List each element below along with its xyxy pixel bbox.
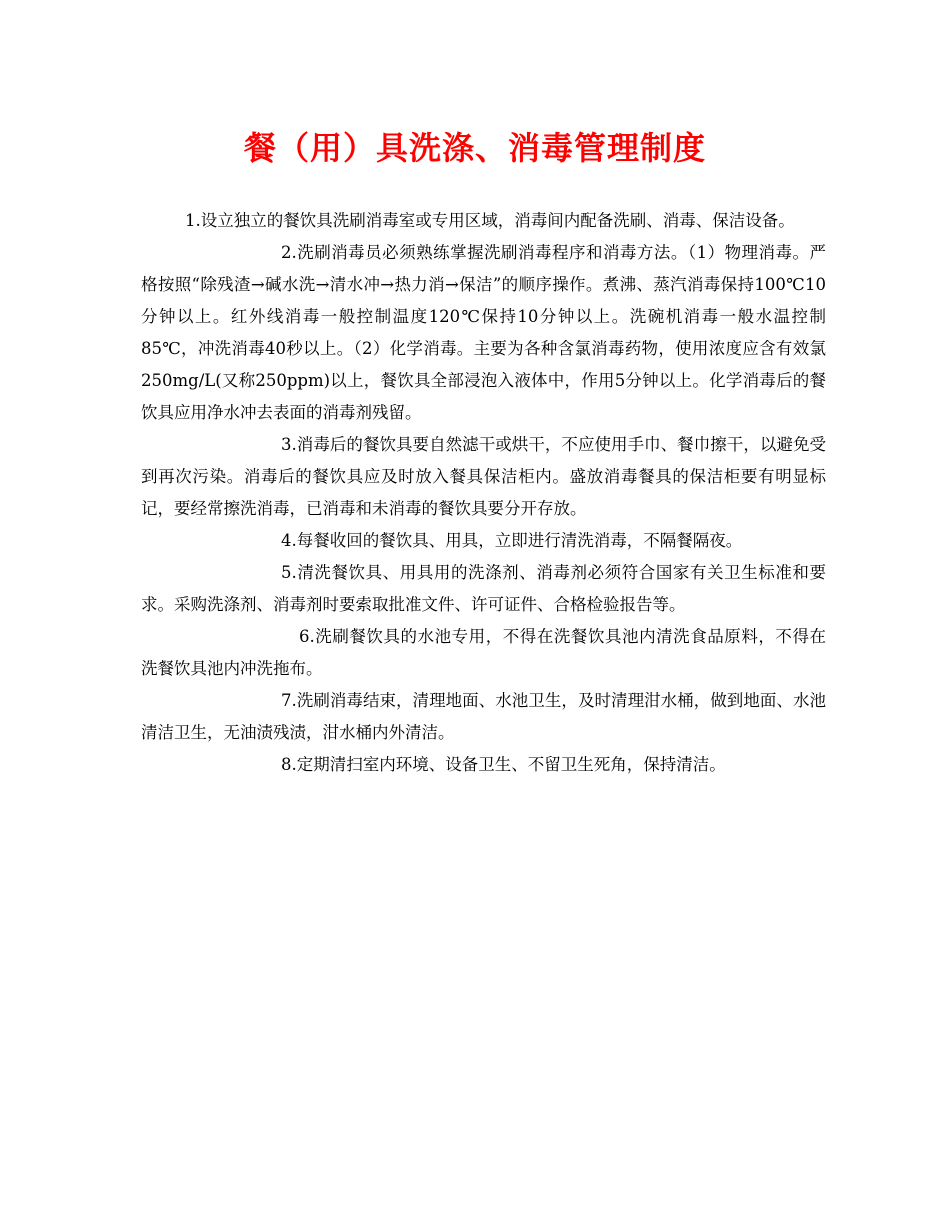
document-title: 餐（用）具洗涤、消毒管理制度 xyxy=(243,129,706,167)
paragraph-5: 5.清洗餐饮具、用具用的洗涤剂、消毒剂必须符合国家有关卫生标准和要求。采购洗涤剂、消毒剂时要索取批准文件、许可证件、合格检验报告等。 xyxy=(141,563,826,614)
paragraph-2: 2.洗刷消毒员必须熟练掌握洗刷消毒程序和消毒方法。（1）物理消毒。严格按照“除残渣→碱水洗→清水冲→热力消→保洁”的顺序操作。煮沸、蒸汽消毒保持100℃10分钟以上。红外线消毒一般控制温度120℃保持10分钟以上。洗碗机消毒一般水温控制85℃，冲洗消毒40秒以上。（2）化学消毒。主要为各种含氯消毒药物，使用浓度应含有效氯250mg/L(又称250ppm)以上，餐饮具全部浸泡入液体中，作用5分钟以上。化学消毒后的餐饮具应用净水冲去表面的消毒剂残留。 xyxy=(141,243,826,422)
paragraph-7: 7.洗刷消毒结束，清理地面、水池卫生，及时清理泔水桶，做到地面、水池清洁卫生，无油渍残渍，泔水桶内外清洁。 xyxy=(141,691,826,742)
paragraph-4: 4.每餐收回的餐饮具、用具，立即进行清洗消毒，不隔餐隔夜。 xyxy=(281,531,743,550)
paragraph-3: 3.消毒后的餐饮具要自然滤干或烘干，不应使用手巾、餐巾擦干，以避免受到再次污染。消毒后的餐饮具应及时放入餐具保洁柜内。盛放消毒餐具的保洁柜要有明显标记，要经常擦洗消毒，已消毒和未消毒的餐饮具要分开存放。 xyxy=(141,435,826,518)
paragraph-1: 1.设立独立的餐饮具洗刷消毒室或专用区域，消毒间内配备洗刷、消毒、保洁设备。 xyxy=(185,211,795,230)
paragraph-8: 8.定期清扫室内环境、设备卫生、不留卫生死角，保持清洁。 xyxy=(281,755,726,774)
paragraph-6: 6.洗刷餐饮具的水池专用，不得在洗餐饮具池内清洗食品原料，不得在洗餐饮具池内冲洗拖布。 xyxy=(141,627,826,678)
document-body xyxy=(141,205,826,781)
